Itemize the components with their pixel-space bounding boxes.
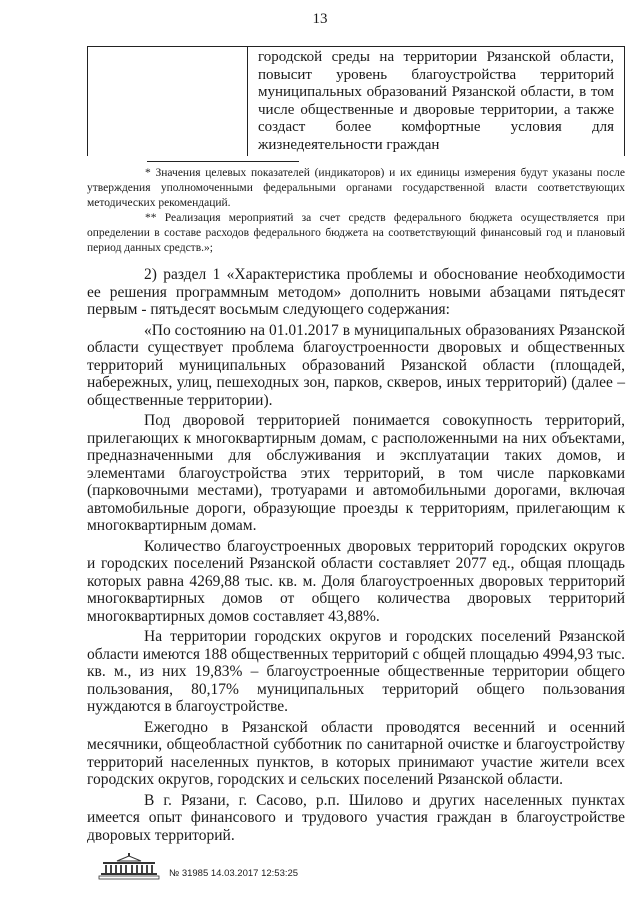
paragraph-cleanups: Ежегодно в Рязанской области проводятся весенний и осенний месячники, общеобластной субботник по санитарной очистке и благоустройству территорий населенных пунктов, в которых принимают участие жители всех городских округов, городских и сельских поселений Рязанской области.: [87, 718, 625, 788]
paragraph-amendment-intro: 2) раздел 1 «Характеристика проблемы и обоснование необходимости ее решения программным методом» дополнить новыми абзацами пятьдесят первым - пятьдесят восьмым следующего содержания:: [87, 266, 625, 318]
footnote-separator: [147, 161, 299, 162]
government-building-seal-icon: [97, 853, 161, 881]
page-number: 13: [312, 11, 328, 27]
footnote-2: ** Реализация мероприятий за счет средств федерального бюджета осуществляется при определении в составе расходов федерального бюджета на соответствующий финансовый год и плановый период данных средств.»;: [87, 212, 625, 254]
document-body: [87, 266, 625, 847]
paragraph-status: «По состоянию на 01.01.2017 в муниципальных образованиях Рязанской области существует проблема благоустроенности дворовых и общественных территорий муниципальных образований Рязанской области (площадей, набережных, улиц, пешеходных зон, парков, скверов, иных территорий) (далее – общественные территории).: [87, 321, 625, 409]
footnote-1: * Значения целевых показателей (индикаторов) и их единицы измерения будут указаны после утверждения уполномоченными федеральными органами государственной власти соответствующих методических рекомендаций.: [87, 167, 625, 209]
footnotes: [87, 166, 625, 256]
table-fragment: [87, 46, 625, 156]
paragraph-participation: В г. Рязани, г. Сасово, р.п. Шилово и других населенных пунктах имеется опыт финансового и трудового участия граждан в благоустройстве дворовых территорий.: [87, 791, 625, 844]
document-stamp: № 31985 14.03.2017 12:53:25: [169, 868, 299, 879]
paragraph-public-stats: На территории городских округов и городских поселений Рязанской области имеются 188 общественных территорий с общей площадью 4994,93 тыс. кв. м., из них 19,83% – благоустроенные общественные территории общего пользования, 80,17% муниципальных территорий общего пользования нуждаются в благоустройстве.: [87, 628, 625, 715]
table-right-cell: городской среды на территории Рязанской области, повысит уровень благоустройства территорий муниципальных образований Рязанской области, в том числе общественные и дворовые территории, а также создаст более комфортные условия для жизнедеятельности граждан: [258, 49, 614, 153]
paragraph-yard-stats: Количество благоустроенных дворовых территорий городских округов и городских поселений Рязанской области составляет 2077 ед., общая площадь которых равна 4269,88 тыс. кв. м. Доля благоустроенных дворовых территорий многоквартирных домов от общего количества дворовых территорий многоквартирных домов составляет 43,88%.: [87, 537, 625, 625]
paragraph-definition: Под дворовой территорией понимается совокупность территорий, прилегающих к многоквартирным домам, с расположенными на них объектами, предназначенными для обслуживания и эксплуатации таких домов, и элементами благоустройства этих территорий, в том числе парковками (парковочными местами), тротуарами и автомобильными дорогами, включая автомобильные дороги, образующие проезды к территориям, прилегающим к многоквартирным домам.: [87, 412, 625, 534]
table-left-cell: [88, 47, 248, 156]
